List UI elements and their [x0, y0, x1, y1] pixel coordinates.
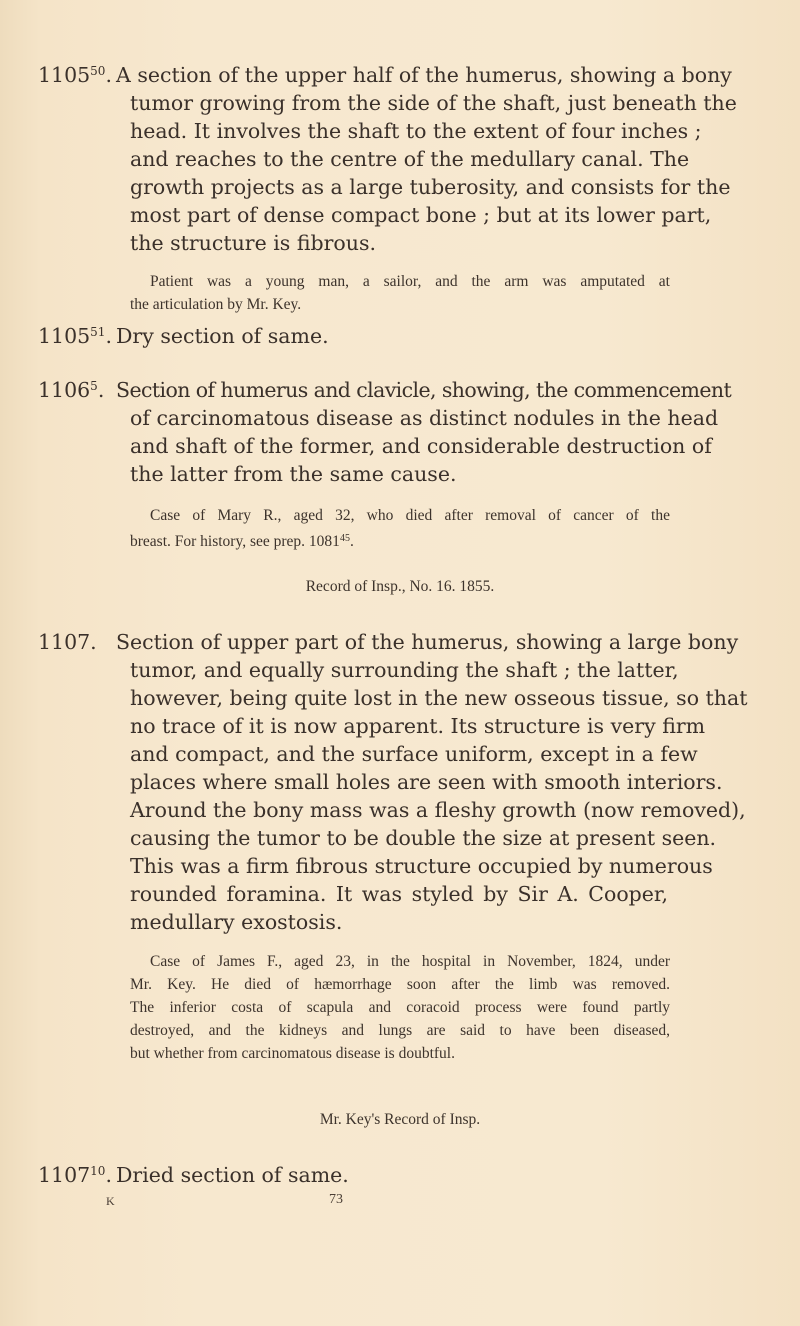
- entry-line: and reaches to the centre of the medullary canal. The: [130, 147, 690, 171]
- entry-line: no trace of it is now apparent. Its structure is very firm: [130, 714, 706, 738]
- entry-line: places where small holes are seen with smooth interiors.: [130, 770, 723, 794]
- entry-line: Dry section of same.: [116, 324, 329, 348]
- signature-mark: K: [106, 1194, 115, 1208]
- entry-line: Dried section of same.: [116, 1163, 349, 1187]
- entry-line: causing the tumor to be double the size at present seen.: [130, 826, 717, 850]
- entry-line: and shaft of the former, and considerable destruction of: [130, 434, 712, 458]
- entry-line: Section of humerus and clavicle, showing, the commencement: [116, 378, 732, 402]
- record-reference: Mr. Key's Record of Insp.: [319, 1111, 481, 1128]
- entry-line: This was a firm fibrous structure occupied by numerous: [130, 854, 713, 878]
- entry-line: Around the bony mass was a fleshy growth (now removed),: [130, 798, 746, 822]
- entry-line: and compact, and the surface uniform, except in a few: [130, 742, 698, 766]
- entry-line: Section of upper part of the humerus, showing a large bony: [116, 630, 739, 654]
- case-note: Case of Mary R., aged 32, who died after removal of cancer of the breast. For history, see prep. 1081$^{45}$.: [130, 507, 670, 550]
- entry-line: medullary exostosis.: [130, 910, 343, 934]
- record-reference: Record of Insp., No. 16. 1855.: [305, 578, 495, 595]
- entry-line: the latter from the same cause.: [130, 462, 457, 486]
- entry-number: 1106$^5$.: [38, 378, 105, 402]
- entry-line: growth projects as a large tuberosity, and consists for the: [130, 175, 731, 199]
- entry-number: 1105$^{50}$.: [38, 63, 112, 87]
- case-note: Patient was a young man, a sailor, and the arm was amputated at the articulation by Mr. Key.: [130, 273, 670, 313]
- entry-number: 1105$^{51}$.: [38, 324, 112, 348]
- entry-line: most part of dense compact bone ; but at its lower part,: [130, 203, 712, 227]
- entry-line: however, being quite lost in the new osseous tissue, so that: [130, 686, 748, 710]
- entry-line: head. It involves the shaft to the extent of four inches ;: [130, 119, 702, 143]
- entry-line: rounded foramina. It was styled by Sir A. Cooper,: [130, 882, 668, 906]
- entry-line: tumor, and equally surrounding the shaft ; the latter,: [130, 658, 679, 682]
- entry-number: 1107$^{10}$.: [38, 1163, 112, 1187]
- entry-line: tumor growing from the side of the shaft, just beneath the: [130, 91, 737, 115]
- entry-number: 1107.: [38, 630, 97, 654]
- case-note: Case of James F., aged 23, in the hospital in November, 1824, under Mr. Key. He died of hæmorrhage soon after the limb was removed. The inferior costa of scapula and coracoid process were found partly destroyed, and the kidneys and lungs are said to have been diseased, but whether from carcinomatous disease is doubtful.: [130, 953, 670, 1062]
- page-number: 73: [329, 1192, 343, 1207]
- entry-line: of carcinomatous disease as distinct nodules in the head: [130, 406, 719, 430]
- entry-line: the structure is fibrous.: [130, 231, 376, 255]
- entry-line: A section of the upper half of the humerus, showing a bony: [116, 63, 732, 87]
